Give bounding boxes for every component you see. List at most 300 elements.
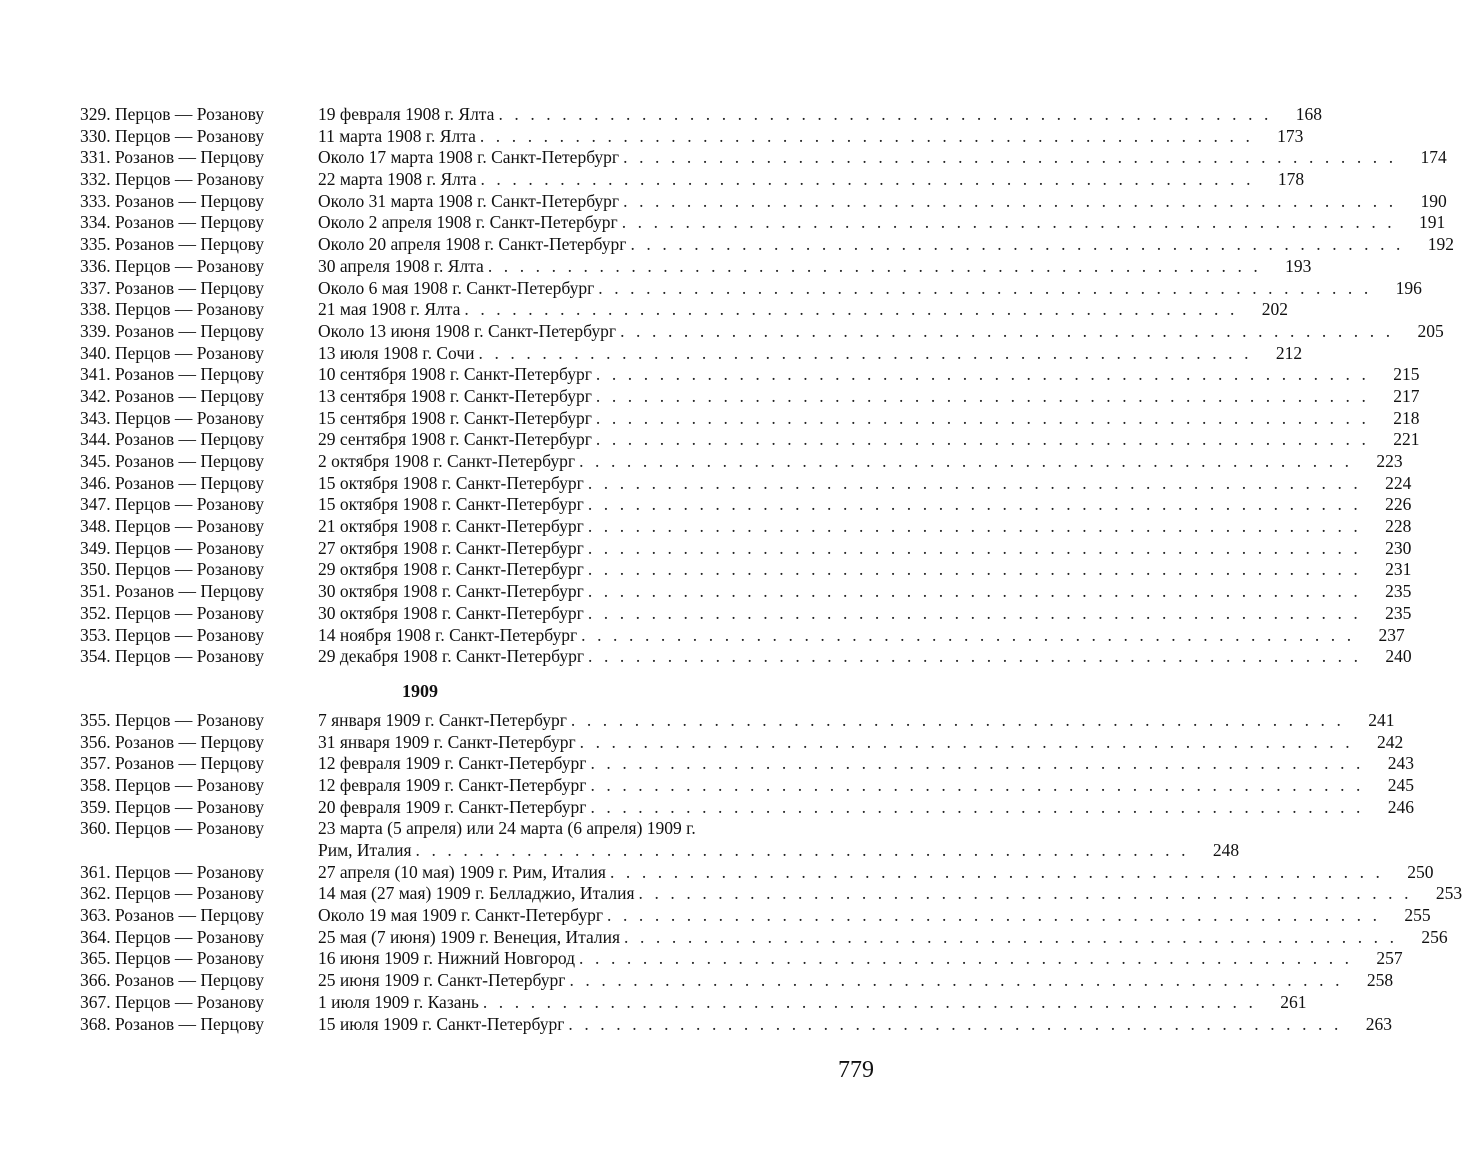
toc-entry [80, 602, 1412, 625]
toc-entry-detail-block [318, 625, 1365, 647]
toc-entry-correspondents: Перцов — Розанову [115, 559, 265, 580]
toc-entry-correspondents: Перцов — Розанову [115, 407, 265, 428]
toc-entry [80, 125, 1304, 148]
toc-entry-detail: 31 января 1909 г. Санкт-Петербург [318, 731, 576, 752]
toc-correspondents [80, 775, 318, 797]
toc-entry-detail-block [318, 710, 1354, 732]
toc-correspondents [80, 581, 318, 603]
toc-entry-detail-block [318, 494, 1371, 516]
toc-entry-detail: 10 сентября 1908 г. Санкт-Петербург [318, 364, 592, 385]
toc-entry-detail: 15 июля 1909 г. Санкт-Петербург [318, 1013, 565, 1034]
toc-entry-number: 361. [80, 861, 111, 882]
toc-entry-detail-block [318, 234, 1414, 256]
toc-entry-detail: 30 октября 1908 г. Санкт-Петербург [318, 602, 584, 623]
leader-dots: . . . . . . . . . . . . . . . . . . . . . . . . . . . . . . . . . . . . . . . . . . . . . . . . . [620, 320, 1394, 341]
toc-entry [80, 342, 1303, 365]
toc-entry-number: 348. [80, 516, 111, 537]
leader-dots: . . . . . . . . . . . . . . . . . . . . . . . . . . . . . . . . . . . . . . . . . . . . . . . . . [595, 385, 1370, 406]
toc-entry-page: 196 [1395, 277, 1422, 298]
toc-entry-number: 356. [80, 731, 111, 752]
toc-entry-page: 223 [1376, 451, 1403, 471]
toc-correspondents [80, 408, 318, 430]
toc-entry-correspondents: Перцов — Розанову [115, 602, 265, 623]
toc-entry-detail-block [318, 126, 1263, 148]
toc-entry-detail-block [318, 862, 1394, 884]
toc-entry [80, 753, 1415, 775]
toc-entry-detail-block [318, 905, 1391, 927]
toc-entry [80, 147, 1447, 169]
toc-entry-correspondents: Перцов — Розанову [115, 299, 265, 320]
toc-entry [80, 559, 1412, 581]
toc-entry-page: 218 [1393, 407, 1420, 428]
leader-dots: . . . . . . . . . . . . . . . . . . . . . . . . . . . . . . . . . . . . . . . . . . . . . . . . . [581, 624, 1355, 645]
toc-entry-page: 263 [1365, 1013, 1392, 1034]
toc-correspondents [80, 147, 318, 169]
toc-entry-detail: 12 февраля 1909 г. Санкт-Петербург [318, 774, 587, 795]
toc-entry-detail: 15 сентября 1908 г. Санкт-Петербург [318, 407, 592, 428]
toc-entry-number: 347. [80, 494, 111, 515]
toc-entry-number: 359. [80, 796, 111, 817]
toc-correspondents [80, 625, 318, 647]
toc-entry-number: 337. [80, 277, 111, 298]
toc-entry-number: 352. [80, 602, 111, 623]
toc-entry [80, 407, 1420, 430]
toc-entry-page: 242 [1376, 731, 1404, 752]
toc-entry-correspondents: Розанов — Перцову [115, 472, 265, 493]
toc-entry-detail-block [318, 775, 1374, 797]
toc-entry-number: 346. [80, 472, 111, 493]
toc-entry-correspondents: Розанов — Перцову [115, 429, 265, 450]
toc-correspondents [80, 927, 318, 949]
toc-entry-number: 340. [80, 342, 111, 363]
toc-entry [80, 472, 1412, 495]
toc-entry [80, 537, 1412, 560]
toc-entry [80, 364, 1420, 386]
toc-correspondents [80, 321, 318, 343]
toc-entry-detail-block [318, 212, 1405, 234]
toc-entry-detail-block [318, 538, 1371, 560]
toc-entry-number: 344. [80, 429, 111, 450]
leader-dots: . . . . . . . . . . . . . . . . . . . . . . . . . . . . . . . . . . . . . . . . . . . . . . . . . [498, 104, 1273, 124]
toc-entry-detail: Около 19 мая 1909 г. Санкт-Петербург [318, 905, 604, 926]
toc-entry-page: 256 [1421, 926, 1448, 947]
toc-entry-page: 246 [1387, 796, 1415, 817]
toc-entry-correspondents: Розанов — Перцову [115, 320, 265, 341]
toc-correspondents [80, 191, 318, 213]
toc-entry-detail: 21 октября 1908 г. Санкт-Петербург [318, 516, 584, 537]
toc-entry-correspondents: Перцов — Розанову [115, 494, 265, 515]
toc-entry [80, 731, 1404, 754]
toc-entry [80, 883, 1462, 905]
toc-correspondents [80, 494, 318, 516]
toc-correspondents [80, 169, 318, 191]
page-number: 779 [838, 1057, 874, 1083]
toc-entry-detail: 12 февраля 1909 г. Санкт-Петербург [318, 753, 587, 774]
toc-entry [80, 429, 1420, 451]
toc-correspondents [80, 905, 318, 927]
toc-correspondents [80, 212, 318, 234]
toc-correspondents [80, 104, 318, 126]
toc-entry-number: 357. [80, 753, 111, 774]
leader-dots: . . . . . . . . . . . . . . . . . . . . . . . . . . . . . . . . . . . . . . . . . . . . . . . . . [595, 429, 1370, 450]
toc-entry-detail-block [318, 191, 1407, 213]
leader-dots: . . . . . . . . . . . . . . . . . . . . . . . . . . . . . . . . . . . . . . . . . . . . . . . . . [587, 602, 1362, 623]
toc-entry-detail-line2 [318, 840, 1199, 862]
toc-entry-detail: Около 20 апреля 1908 г. Санкт-Петербург [318, 234, 627, 255]
toc-entry-page: 241 [1368, 709, 1395, 730]
toc-entry-detail: 14 мая (27 мая) 1909 г. Белладжио, Италия [318, 883, 635, 904]
toc-entry-detail-continued: Рим, Италия [318, 840, 412, 860]
leader-dots: . . . . . . . . . . . . . . . . . . . . . . . . . . . . . . . . . . . . . . . . . . . . . . . . . [415, 840, 1190, 860]
toc-entry-page: 240 [1385, 646, 1412, 667]
toc-entry-detail: 29 сентября 1908 г. Санкт-Петербург [318, 429, 592, 450]
toc-correspondents [80, 970, 318, 992]
toc-entry-detail: 22 марта 1908 г. Ялта [318, 169, 477, 190]
toc-entry-number: 351. [80, 581, 111, 602]
toc-entry-number: 350. [80, 559, 111, 580]
toc-entry-page: 258 [1366, 970, 1394, 991]
toc-entry-number: 330. [80, 125, 111, 146]
toc-entry-page: 193 [1285, 255, 1312, 276]
toc-entry-detail-block [318, 927, 1408, 949]
toc-entry-page: 245 [1387, 774, 1415, 795]
toc-entry-correspondents: Розанов — Перцову [115, 1013, 265, 1034]
toc-entry [80, 905, 1431, 927]
toc-entry [80, 299, 1288, 321]
toc-entry [80, 774, 1415, 797]
toc-entry-correspondents: Розанов — Перцову [115, 970, 265, 991]
toc-correspondents [80, 1014, 318, 1036]
toc-entry-number: 358. [80, 774, 111, 795]
toc-entry-detail: 20 февраля 1909 г. Санкт-Петербург [318, 796, 587, 817]
toc-entry-page: 191 [1419, 212, 1446, 233]
leader-dots: . . . . . . . . . . . . . . . . . . . . . . . . . . . . . . . . . . . . . . . . . . . . . . . . . [579, 948, 1353, 969]
leader-dots: . . . . . . . . . . . . . . . . . . . . . . . . . . . . . . . . . . . . . . . . . . . . . . . . . [609, 861, 1384, 882]
toc-entry-correspondents: Розанов — Перцову [115, 905, 265, 926]
toc-entry [80, 494, 1412, 516]
toc-entry-detail-block [318, 386, 1379, 408]
toc-entry-detail-block [318, 948, 1363, 970]
toc-entry [80, 104, 1323, 126]
toc-entry-page: 190 [1420, 190, 1447, 211]
toc-section-1908 [80, 104, 1455, 668]
toc-entry-correspondents: Перцов — Розанову [115, 774, 265, 795]
leader-dots: . . . . . . . . . . . . . . . . . . . . . . . . . . . . . . . . . . . . . . . . . . . . . . . . . [595, 407, 1370, 428]
toc-entry-correspondents: Розанов — Перцову [115, 147, 265, 168]
toc-correspondents [80, 732, 318, 754]
toc-correspondents [80, 862, 318, 884]
toc-entry-number: 355. [80, 709, 111, 730]
toc-entry-detail: 2 октября 1908 г. Санкт-Петербург [318, 451, 576, 471]
toc-entry [80, 948, 1403, 970]
toc-correspondents [80, 646, 318, 668]
leader-dots: . . . . . . . . . . . . . . . . . . . . . . . . . . . . . . . . . . . . . . . . . . . . . . . . . [630, 234, 1405, 255]
toc-entry-correspondents: Розанов — Перцову [115, 364, 265, 385]
toc-entry-page: 215 [1393, 364, 1420, 385]
toc-entry-detail: Около 13 июня 1908 г. Санкт-Петербург [318, 320, 617, 341]
toc-correspondents [80, 234, 318, 256]
toc-entry [80, 169, 1305, 191]
toc-entry-correspondents: Розанов — Перцову [115, 451, 265, 471]
leader-dots: . . . . . . . . . . . . . . . . . . . . . . . . . . . . . . . . . . . . . . . . . . . . . . . . . [587, 581, 1362, 602]
toc-entry-correspondents: Перцов — Розанову [115, 342, 265, 363]
toc-entry [80, 796, 1415, 819]
toc-correspondents [80, 278, 318, 300]
toc-entry-page: 235 [1385, 602, 1412, 623]
toc-entry-detail-block [318, 299, 1248, 321]
toc-entry-page: 217 [1393, 385, 1420, 406]
toc-entry-number: 335. [80, 234, 111, 255]
leader-dots: . . . . . . . . . . . . . . . . . . . . . . . . . . . . . . . . . . . . . . . . . . . . . . . . . [590, 796, 1365, 817]
toc-entry-detail-block [318, 581, 1371, 603]
toc-entry-number: 336. [80, 255, 111, 276]
toc-correspondents [80, 343, 318, 365]
toc-entry-detail: 27 октября 1908 г. Санкт-Петербург [318, 537, 584, 558]
toc-entry-detail-block [318, 1014, 1352, 1036]
toc-entry-detail-block [318, 646, 1372, 668]
toc-entry-page: 173 [1277, 125, 1304, 146]
toc-entry-page: 248 [1212, 840, 1240, 860]
leader-dots: . . . . . . . . . . . . . . . . . . . . . . . . . . . . . . . . . . . . . . . . . . . . . . . . . [587, 494, 1362, 515]
toc-entry [80, 385, 1420, 408]
toc-entry-detail: 13 июля 1908 г. Сочи [318, 342, 475, 363]
leader-dots: . . . . . . . . . . . . . . . . . . . . . . . . . . . . . . . . . . . . . . . . . . . . . . . . . [590, 753, 1365, 774]
toc-entry-detail: Около 6 мая 1908 г. Санкт-Петербург [318, 277, 595, 298]
toc-entry-number: 343. [80, 407, 111, 428]
toc-entry-number: 367. [80, 991, 111, 1012]
toc-entry-correspondents: Перцов — Розанову [115, 537, 265, 558]
toc-entry-page: 261 [1280, 991, 1307, 1012]
toc-entry-detail-block [318, 147, 1407, 169]
toc-entry-number: 333. [80, 190, 111, 211]
toc-entry-detail: 15 октября 1908 г. Санкт-Петербург [318, 494, 584, 515]
toc-entry-correspondents: Розанов — Перцову [115, 581, 265, 602]
toc-entry-page: 253 [1435, 883, 1462, 904]
toc-entry-detail: 27 апреля (10 мая) 1909 г. Рим, Италия [318, 861, 606, 882]
toc-correspondents [80, 883, 318, 905]
toc-entry-detail-block [318, 992, 1266, 1014]
toc-entry [80, 320, 1444, 343]
toc-entry-number: 334. [80, 212, 111, 233]
toc-entry-detail: 30 апреля 1908 г. Ялта [318, 255, 484, 276]
toc-entry [80, 861, 1434, 884]
toc-entry-correspondents: Розанов — Перцову [115, 753, 265, 774]
toc-entry-number: 365. [80, 948, 111, 969]
toc-entry-page: 192 [1427, 234, 1455, 255]
toc-correspondents [80, 126, 318, 148]
toc-entry-number: 349. [80, 537, 111, 558]
toc-entry-number: 354. [80, 646, 111, 667]
leader-dots: . . . . . . . . . . . . . . . . . . . . . . . . . . . . . . . . . . . . . . . . . . . . . . . . . [623, 190, 1397, 211]
leader-dots: . . . . . . . . . . . . . . . . . . . . . . . . . . . . . . . . . . . . . . . . . . . . . . . . . [623, 147, 1397, 168]
toc-entry [80, 818, 1240, 861]
toc-correspondents [80, 516, 318, 538]
toc-entry-page: 231 [1385, 559, 1412, 580]
toc-entry-correspondents: Перцов — Розанову [115, 883, 265, 904]
leader-dots: . . . . . . . . . . . . . . . . . . . . . . . . . . . . . . . . . . . . . . . . . . . . . . . . . [569, 970, 1344, 991]
toc-entry-correspondents: Розанов — Перцову [115, 190, 265, 211]
toc-entry-detail-block [318, 429, 1379, 451]
toc-entry [80, 451, 1403, 473]
toc-entry-correspondents: Перцов — Розанову [115, 796, 265, 817]
toc-entry-detail-block [318, 451, 1363, 473]
toc-correspondents [80, 299, 318, 321]
toc-entry-number: 331. [80, 147, 111, 168]
toc-correspondents [80, 710, 318, 732]
toc-entry-detail-block [318, 516, 1371, 538]
toc-correspondents [80, 992, 318, 1014]
toc-entry [80, 581, 1412, 603]
leader-dots: . . . . . . . . . . . . . . . . . . . . . . . . . . . . . . . . . . . . . . . . . . . . . . . . . [598, 277, 1372, 298]
leader-dots: . . . . . . . . . . . . . . . . . . . . . . . . . . . . . . . . . . . . . . . . . . . . . . . . . [590, 774, 1365, 795]
toc-entry-correspondents: Перцов — Розанову [115, 991, 265, 1012]
toc-entry-number: 345. [80, 451, 111, 471]
toc-entry-page: 212 [1275, 342, 1303, 363]
toc-entry-correspondents: Перцов — Розанову [115, 624, 265, 645]
toc-entry-correspondents: Перцов — Розанову [115, 646, 265, 667]
toc-correspondents [80, 818, 318, 840]
leader-dots: . . . . . . . . . . . . . . . . . . . . . . . . . . . . . . . . . . . . . . . . . . . . . . . . . [579, 451, 1353, 471]
toc-correspondents [80, 386, 318, 408]
toc-entry-detail: 21 мая 1908 г. Ялта [318, 299, 461, 320]
leader-dots: . . . . . . . . . . . . . . . . . . . . . . . . . . . . . . . . . . . . . . . . . . . . . . . . . [587, 559, 1362, 580]
toc-entry-detail: 1 июля 1909 г. Казань [318, 991, 479, 1012]
toc-entry-detail: 29 октября 1908 г. Санкт-Петербург [318, 559, 584, 580]
toc-correspondents [80, 948, 318, 970]
leader-dots: . . . . . . . . . . . . . . . . . . . . . . . . . . . . . . . . . . . . . . . . . . . . . . . . . [607, 905, 1381, 926]
toc-entry [80, 212, 1446, 234]
toc-entry-detail: 15 октября 1908 г. Санкт-Петербург [318, 472, 584, 493]
leader-dots: . . . . . . . . . . . . . . . . . . . . . . . . . . . . . . . . . . . . . . . . . . . . . . . . . [587, 516, 1362, 537]
leader-dots: . . . . . . . . . . . . . . . . . . . . . . . . . . . . . . . . . . . . . . . . . . . . . . . . . [579, 731, 1354, 752]
toc-entry-detail-block [318, 753, 1374, 775]
leader-dots: . . . . . . . . . . . . . . . . . . . . . . . . . . . . . . . . . . . . . . . . . . . . . . . . . [638, 883, 1413, 904]
leader-dots: . . . . . . . . . . . . . . . . . . . . . . . . . . . . . . . . . . . . . . . . . . . . . . . . . [479, 125, 1254, 146]
toc-entry-correspondents: Перцов — Розанову [115, 926, 265, 947]
toc-entry-number: 341. [80, 364, 111, 385]
toc-entry-detail: 30 октября 1908 г. Санкт-Петербург [318, 581, 584, 602]
toc-entry-page: 224 [1385, 472, 1412, 493]
toc-entry-correspondents: Перцов — Розанову [115, 516, 265, 537]
toc-entry-detail-block [318, 732, 1363, 754]
toc-entry-page: 257 [1376, 948, 1403, 969]
leader-dots: . . . . . . . . . . . . . . . . . . . . . . . . . . . . . . . . . . . . . . . . . . . . . . . . . [478, 342, 1253, 363]
toc-entry-number: 364. [80, 926, 111, 947]
toc-entry-number: 339. [80, 320, 111, 341]
toc-entry-detail: 7 января 1909 г. Санкт-Петербург [318, 709, 567, 730]
toc-entry-number: 338. [80, 299, 111, 320]
toc-entry-detail: 23 марта (5 апреля) или 24 марта (6 апреля) 1909 г. [318, 818, 696, 839]
toc-entry-number: 353. [80, 624, 111, 645]
toc-entry-page: 221 [1393, 429, 1420, 450]
toc-entry-detail-block [318, 321, 1404, 343]
toc-entry-page: 174 [1420, 147, 1447, 168]
toc-entry [80, 646, 1412, 668]
leader-dots: . . . . . . . . . . . . . . . . . . . . . . . . . . . . . . . . . . . . . . . . . . . . . . . . . [587, 537, 1362, 558]
toc-entry-detail: 25 мая (7 июня) 1909 г. Венеция, Италия [318, 926, 621, 947]
toc-entry [80, 516, 1412, 538]
toc-entry-page: 230 [1385, 537, 1412, 558]
toc-entry-number: 360. [80, 818, 111, 839]
toc-entry-detail-block [318, 559, 1371, 581]
toc-entry-detail-block [318, 603, 1371, 625]
toc-entry-detail-block [318, 256, 1271, 278]
toc-entry-detail: Около 17 марта 1908 г. Санкт-Петербург [318, 147, 620, 168]
toc-correspondents [80, 559, 318, 581]
toc-entry-correspondents: Розанов — Перцову [115, 234, 265, 255]
toc-entry-page: 178 [1277, 169, 1305, 190]
toc-entry-page: 250 [1407, 861, 1434, 882]
toc-entry-correspondents: Розанов — Перцову [115, 277, 265, 298]
toc-entry-detail: 14 ноября 1908 г. Санкт-Петербург [318, 624, 578, 645]
toc-entry-correspondents: Розанов — Перцову [115, 385, 265, 406]
toc-entry [80, 709, 1395, 732]
toc-entry-detail-block [318, 104, 1282, 126]
toc-correspondents [80, 797, 318, 819]
toc-entry-correspondents: Перцов — Розанову [115, 169, 265, 190]
year-heading: 1909 [402, 680, 438, 701]
toc-entry-detail: Около 2 апреля 1908 г. Санкт-Петербург [318, 212, 618, 233]
toc-entry [80, 277, 1422, 300]
toc-entry-detail-block [318, 408, 1379, 430]
toc-entry-detail-block [318, 343, 1262, 365]
toc-entry-detail-block [318, 473, 1371, 495]
toc-entry-detail-block [318, 278, 1382, 300]
toc-entry-detail-block [318, 818, 1199, 861]
toc-entry [80, 234, 1455, 256]
toc-entry-number: 362. [80, 883, 111, 904]
toc-entry-detail-block [318, 169, 1264, 191]
toc-entry-number: 332. [80, 169, 111, 190]
toc-entry-number: 342. [80, 385, 111, 406]
leader-dots: . . . . . . . . . . . . . . . . . . . . . . . . . . . . . . . . . . . . . . . . . . . . . . . . . [621, 212, 1396, 233]
toc-correspondents [80, 364, 318, 386]
toc-entry-correspondents: Перцов — Розанову [115, 818, 265, 839]
toc-entry-detail-block [318, 970, 1353, 992]
toc-entry-detail-block [318, 883, 1422, 905]
toc-section-1909 [80, 709, 1462, 1035]
toc-entry-page: 235 [1385, 581, 1412, 602]
toc-entry-correspondents: Перцов — Розанову [115, 255, 265, 276]
toc-entry-detail-block [318, 364, 1379, 386]
toc-entry-page: 205 [1417, 320, 1444, 341]
toc-correspondents [80, 451, 318, 473]
toc-entry-correspondents: Розанов — Перцову [115, 731, 265, 752]
toc-entry-correspondents: Перцов — Розанову [115, 104, 265, 124]
toc-entry-number: 366. [80, 970, 111, 991]
toc-entry-detail: 16 июня 1909 г. Нижний Новгород [318, 948, 576, 969]
toc-entry-page: 226 [1385, 494, 1412, 515]
toc-entry-number: 368. [80, 1013, 111, 1034]
toc-entry-correspondents: Перцов — Розанову [115, 709, 265, 730]
leader-dots: . . . . . . . . . . . . . . . . . . . . . . . . . . . . . . . . . . . . . . . . . . . . . . . . . [568, 1013, 1342, 1034]
toc-entry [80, 970, 1394, 992]
leader-dots: . . . . . . . . . . . . . . . . . . . . . . . . . . . . . . . . . . . . . . . . . . . . . . . . . [480, 169, 1255, 190]
toc-entry-detail: 25 июня 1909 г. Санкт-Петербург [318, 970, 566, 991]
toc-entry-detail: 11 марта 1908 г. Ялта [318, 125, 476, 146]
toc-entry-correspondents: Перцов — Розанову [115, 125, 265, 146]
leader-dots: . . . . . . . . . . . . . . . . . . . . . . . . . . . . . . . . . . . . . . . . . . . . . . . . . [464, 299, 1238, 320]
toc-correspondents [80, 473, 318, 495]
toc-entry-correspondents: Розанов — Перцову [115, 212, 265, 233]
leader-dots: . . . . . . . . . . . . . . . . . . . . . . . . . . . . . . . . . . . . . . . . . . . . . . . . . [487, 255, 1262, 276]
toc-entry-page: 237 [1378, 624, 1405, 645]
toc-correspondents [80, 753, 318, 775]
toc-correspondents [80, 538, 318, 560]
toc-correspondents [80, 256, 318, 278]
leader-dots: . . . . . . . . . . . . . . . . . . . . . . . . . . . . . . . . . . . . . . . . . . . . . . . . . [482, 991, 1257, 1012]
toc-entry-page: 255 [1404, 905, 1431, 926]
